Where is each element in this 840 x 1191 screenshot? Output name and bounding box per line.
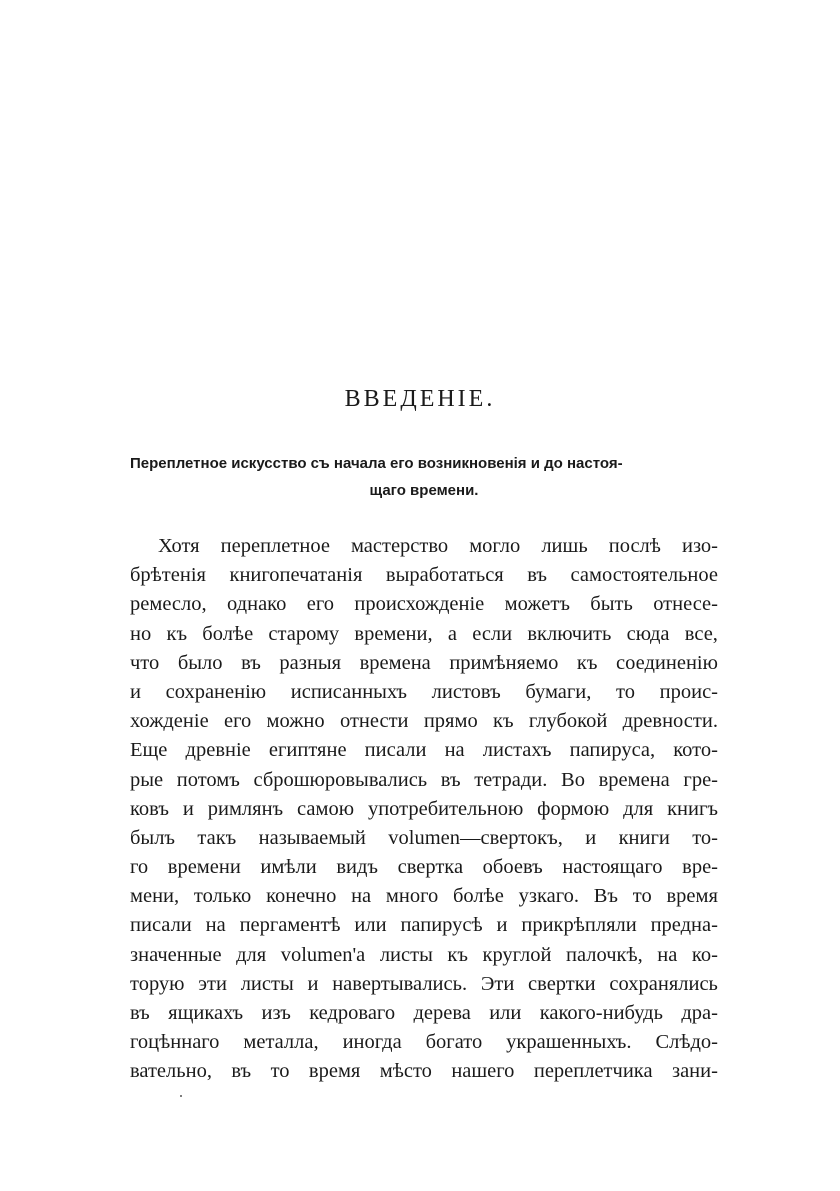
word: какого-нибудь (539, 1002, 663, 1024)
word: ковъ (130, 797, 169, 820)
text-line (130, 941, 718, 970)
word: выработаться (385, 564, 504, 587)
text-line (130, 795, 718, 824)
word: мастерство (350, 535, 449, 557)
word: volumen—свертокъ, (388, 826, 563, 849)
word: время (666, 885, 718, 908)
word: кото- (673, 739, 718, 762)
word: въ (241, 651, 261, 674)
word: то (616, 680, 635, 703)
word: папирусѣ (400, 914, 483, 937)
word: отнести (339, 710, 409, 733)
word: но (130, 622, 152, 645)
word: дра- (681, 1002, 718, 1024)
word: хожденіе (130, 710, 209, 733)
word: можетъ (504, 593, 570, 616)
word: и (182, 797, 194, 820)
word: называемый (258, 826, 366, 849)
word: иногда (342, 1031, 402, 1054)
word: ремесло, (130, 593, 207, 616)
word: бумаги, (525, 680, 592, 703)
word: книгопечатанія (229, 564, 363, 587)
word: а (447, 622, 457, 645)
word: разныя (279, 651, 342, 674)
word: торую (130, 972, 185, 995)
word: къ (166, 622, 188, 645)
word: писали (364, 739, 427, 762)
word: лишь (541, 535, 588, 557)
word: времени, (354, 622, 433, 645)
word: палочкѣ, (566, 943, 643, 966)
body-paragraph (130, 532, 718, 1087)
word: нашего (451, 1060, 515, 1083)
text-line (130, 649, 718, 678)
word: настоящаго (562, 856, 663, 879)
word: богато (425, 1031, 483, 1054)
word: сохраненію (165, 680, 267, 703)
word: писали (130, 914, 192, 937)
word: вре- (682, 856, 718, 879)
chapter-subtitle (130, 450, 718, 504)
word: и (307, 972, 319, 995)
word: все, (684, 622, 718, 645)
word: volumen'а (280, 943, 366, 966)
word: свертки (528, 972, 596, 995)
word: ящикахъ (168, 1002, 244, 1024)
word: или (354, 914, 387, 937)
word: въ (527, 564, 548, 587)
word: конечно (266, 885, 337, 908)
word: то (270, 1060, 290, 1083)
word: вательно, (130, 1060, 212, 1083)
word: на (657, 943, 678, 966)
word: къ (447, 943, 468, 966)
word: что (130, 651, 160, 674)
word: Хотя (158, 535, 200, 557)
word: изъ (261, 1002, 291, 1024)
chapter-title: ВВЕДЕНІЕ. (344, 386, 496, 412)
word: листы (379, 943, 433, 966)
word: дерева (413, 1002, 471, 1024)
word: времена (359, 651, 431, 674)
word: свертка (397, 856, 464, 879)
word: изо- (681, 535, 718, 557)
word: Еще (130, 739, 168, 762)
word: эти (198, 972, 227, 995)
text-line (130, 853, 718, 882)
text-line (130, 882, 718, 911)
word: время (308, 1060, 361, 1083)
subtitle-line: щаго времени. (369, 482, 479, 499)
word: на (351, 885, 372, 908)
word: Эти (480, 972, 515, 995)
word: сброшюровывались (253, 768, 428, 791)
word: обоевъ (482, 856, 543, 879)
word: египтяне (268, 739, 347, 762)
word: навертывались. (332, 972, 468, 995)
word: самостоятельное (570, 564, 718, 587)
word: украшенныхъ. (506, 1031, 632, 1054)
word: сюда (626, 622, 670, 645)
word: рые (130, 768, 164, 791)
word: переплетное (220, 535, 330, 557)
word: для (236, 943, 267, 966)
word: пергаментѣ (239, 914, 341, 937)
word: глубокой (528, 710, 608, 733)
word: происхожденіе (354, 593, 485, 616)
word: книги (618, 826, 670, 849)
word: примѣняемо (449, 651, 559, 674)
text-line (130, 824, 718, 853)
word: только (193, 885, 252, 908)
text-line (130, 590, 718, 619)
word: видъ (336, 856, 378, 879)
word: если (472, 622, 513, 645)
word: въ (130, 1002, 150, 1024)
word: гре- (683, 768, 718, 791)
word: листахъ (482, 739, 552, 762)
word: однако (227, 593, 287, 616)
word: самою (297, 797, 355, 820)
word: отнесе- (653, 593, 718, 616)
word: времени (167, 856, 241, 879)
text-line (130, 999, 718, 1028)
print-speck (180, 1095, 182, 1097)
word: и (130, 680, 141, 703)
word: металла, (243, 1031, 319, 1054)
word: римлянъ (207, 797, 284, 820)
subtitle-line: Переплетное искусство съ начала его возникновенія и до настоя- (130, 455, 623, 472)
word: его (223, 710, 252, 733)
word: круглой (482, 943, 552, 966)
text-line (130, 766, 718, 795)
word: или (489, 1002, 522, 1024)
word: проис- (659, 680, 718, 703)
word: листы (240, 972, 294, 995)
word: много (385, 885, 439, 908)
word: на (205, 914, 226, 937)
word: прикрѣпляли (521, 914, 637, 937)
word: Слѣдо- (655, 1031, 718, 1054)
word: то- (692, 826, 718, 849)
word: въ (440, 768, 461, 791)
word: можно (266, 710, 325, 733)
text-line (130, 736, 718, 765)
word: такъ (197, 826, 237, 849)
word: быть (590, 593, 633, 616)
word: ко- (691, 943, 718, 966)
word: въ (231, 1060, 252, 1083)
word: кедроваго (309, 1002, 396, 1024)
word: прямо (423, 710, 478, 733)
text-line (130, 970, 718, 999)
word: для (623, 797, 654, 820)
word: древніе (185, 739, 251, 762)
word: папируса, (569, 739, 656, 762)
word: было (177, 651, 223, 674)
word: исписанныхъ (290, 680, 408, 703)
text-line (130, 1057, 718, 1086)
word: послѣ (608, 535, 661, 557)
text-line (130, 620, 718, 649)
text-line (130, 911, 718, 940)
text-line (130, 1028, 718, 1057)
word: былъ (130, 826, 176, 849)
word: гоцѣннаго (130, 1031, 220, 1054)
word: къ (576, 651, 598, 674)
word: имѣли (260, 856, 317, 879)
word: книгъ (667, 797, 718, 820)
word: старому (268, 622, 340, 645)
word: сохранялись (609, 972, 718, 995)
text-line (130, 678, 718, 707)
word: включить (527, 622, 612, 645)
word: его (306, 593, 334, 616)
text-line (130, 561, 718, 590)
word: значенные (130, 943, 222, 966)
word: го (130, 856, 149, 879)
word: формою (537, 797, 610, 820)
word: на (444, 739, 465, 762)
word: переплетчика (533, 1060, 653, 1083)
word: узкаго. (518, 885, 579, 908)
word: древности. (622, 710, 718, 733)
word: тетради. (474, 768, 548, 791)
word: брѣтенія (130, 564, 206, 587)
word: и (496, 914, 508, 937)
text-line (130, 707, 718, 736)
word: къ (493, 710, 514, 733)
word: мени, (130, 885, 180, 908)
word: соединенію (616, 651, 718, 674)
word: и (585, 826, 597, 849)
word: болѣе (202, 622, 254, 645)
word: болѣе (453, 885, 504, 908)
text-line (130, 532, 718, 561)
word: зани- (671, 1060, 718, 1083)
word: употребительною (367, 797, 524, 820)
word: мѣсто (379, 1060, 432, 1083)
word: потомъ (176, 768, 240, 791)
word: времена (598, 768, 670, 791)
word: Въ (593, 885, 619, 908)
word: предна- (650, 914, 718, 937)
word: Во (561, 768, 585, 791)
word: могло (469, 535, 521, 557)
word: то (632, 885, 652, 908)
word: листовъ (431, 680, 501, 703)
